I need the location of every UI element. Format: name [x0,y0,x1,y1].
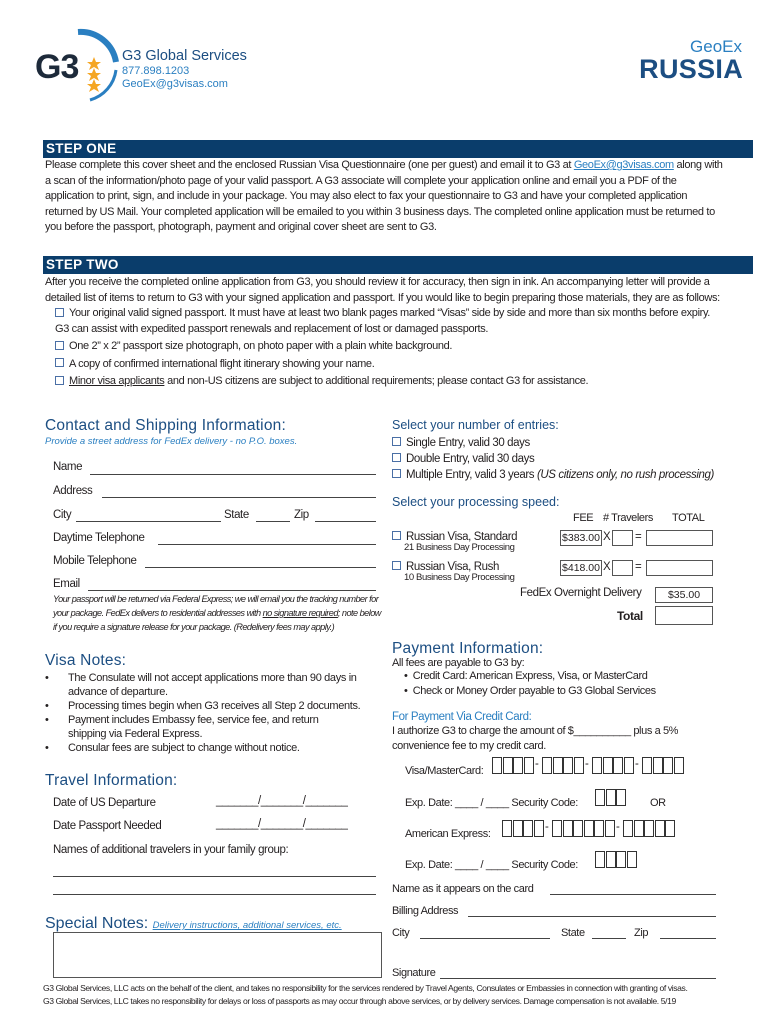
rush-option[interactable]: Russian Visa, Rush [392,561,499,573]
brand-name: GeoEx [690,37,742,56]
billing-state-label: State [561,927,585,939]
digit-box[interactable] [606,789,616,806]
digit-box[interactable] [603,757,613,774]
fedex-label: FedEx Overnight Delivery [520,587,642,599]
standard-option[interactable]: Russian Visa, Standard [392,531,517,543]
special-notes-title: Special Notes: Delivery instructions, additional services, etc. [45,915,342,932]
entries-title: Select your number of entries: [392,418,559,432]
digit-box[interactable] [503,757,513,774]
digit-box[interactable] [523,820,533,837]
digit-box[interactable] [616,789,626,806]
multiple-entry-option[interactable]: Multiple Entry, valid 3 years (US citizens only, no rush processing) [392,469,714,481]
travelers-line-2[interactable] [53,894,376,895]
or-label: OR [650,797,666,809]
billing-address-label: Billing Address [392,905,459,917]
footer-line-1: G3 Global Services, LLC acts on the behalf of the client, and takes no responsibility for the services rendered by Travel Agents, Consulates or Embassies in connection with granting of visas. [43,983,688,993]
zip-label: Zip [294,509,309,521]
visa-notes-title: Visa Notes: [45,652,127,669]
daytime-label: Daytime Telephone [53,532,145,544]
standard-travelers-input[interactable] [612,530,633,546]
digit-box[interactable] [644,820,654,837]
digit-box[interactable] [595,851,605,868]
shipping-note: Your passport will be returned via Federal Express; we will email you the tracking number for your package. FedEx delivers to residential addresses with no signature required; note below if you require a signature release for your package. (Redelivery fees may apply.) [53,594,381,632]
address-field[interactable] [102,497,376,498]
travelers-line-1[interactable] [53,876,376,877]
double-entry-checkbox[interactable] [392,453,401,462]
city-label: City [53,509,72,521]
single-entry-option[interactable]: Single Entry, valid 30 days [392,437,530,449]
digit-box[interactable] [513,757,523,774]
visa-note-4: Consular fees are subject to change without notice. [68,742,300,754]
digit-box[interactable] [534,820,544,837]
email-field[interactable] [88,590,376,591]
digit-box[interactable] [605,820,615,837]
mobile-label: Mobile Telephone [53,555,137,567]
digit-box[interactable] [553,757,563,774]
digit-box[interactable] [594,820,604,837]
digit-box[interactable] [542,757,552,774]
standard-checkbox[interactable] [392,531,401,540]
digit-box[interactable] [573,820,583,837]
travel-title: Travel Information: [45,772,178,789]
address-label: Address [53,485,93,497]
total-input[interactable] [655,606,713,625]
digit-box[interactable] [563,757,573,774]
photo-checkbox[interactable] [55,341,64,350]
digit-box[interactable] [513,820,523,837]
digit-box[interactable] [665,820,675,837]
contact-title: Contact and Shipping Information: [45,417,286,434]
billing-city-field[interactable] [420,938,550,939]
rush-total-input[interactable] [646,560,713,576]
digit-box[interactable] [524,757,534,774]
footer-line-2: G3 Global Services, LLC takes no responsibility for delays or loss of passports as may occur through above services, or by delivery services. Damage compensation is not available. 5/19 [43,996,676,1006]
minor-checkbox[interactable] [55,376,64,385]
signature-field[interactable] [440,978,716,979]
standard-total-input[interactable] [646,530,713,546]
digit-box[interactable] [563,820,573,837]
mobile-field[interactable] [145,567,376,568]
payment-option-check: • Check or Money Order payable to G3 Global Services [404,685,656,697]
rush-travelers-input[interactable] [612,560,633,576]
signature-label: Signature [392,967,436,979]
visa-note-1: The Consulate will not accept applications more than 90 days in advance of departure. [68,672,357,698]
company-name: G3 Global Services [122,48,247,64]
step-one-text: Please complete this cover sheet and the enclosed Russian Visa Questionnaire (one per guest) and email it to G3 at GeoEx@g3visas.com along with a scan of the information/photo page of your valid passport. A G3 associate will complete your application online and email you a PDF of the application to print, sign, and include in your package. You may also elect to fax your questionnaire to G3 and have your completed application returned by US Mail. Your completed application will be emailed to you within 3 business days. The completed online application must be returned to you before the passport, photograph, payment and original cover sheet are sent to G3. [45,159,723,233]
needed-field[interactable]: _______/_______/_______ [216,818,348,830]
country-title: RUSSIA [639,54,743,84]
state-field[interactable] [256,521,290,522]
step-two-bar [43,256,753,274]
billing-address-field[interactable] [468,916,716,917]
digit-box[interactable] [502,820,512,837]
billing-city-label: City [392,927,410,939]
name-on-card-field[interactable] [550,894,716,895]
daytime-field[interactable] [158,544,376,545]
digit-box[interactable] [492,757,502,774]
payment-option-card: • Credit Card: American Express, Visa, or MasterCard [404,670,648,682]
zip-field[interactable] [315,521,376,522]
company-email[interactable]: GeoEx@g3visas.com [122,78,228,90]
single-entry-checkbox[interactable] [392,437,401,446]
email-label: Email [53,578,80,590]
visa-note-3: Payment includes Embassy fee, service fee, and return shipping via Federal Express. [68,714,319,740]
separator-dash: - [616,821,620,833]
digit-box[interactable] [627,851,637,868]
itinerary-checkbox[interactable] [55,358,64,367]
city-field[interactable] [76,521,221,522]
special-notes-hint: Delivery instructions, additional services, etc. [152,920,342,931]
digit-box[interactable] [606,851,616,868]
digit-box[interactable] [552,820,562,837]
digit-box[interactable] [623,820,633,837]
separator-dash: - [535,758,539,770]
visa-mc-exp: Exp. Date: ____ / ____ Security Code: [405,797,578,809]
double-entry-option[interactable]: Double Entry, valid 30 days [392,453,534,465]
separator-dash: - [585,758,589,770]
fee-column-header: FEE [573,512,594,524]
separator-dash: - [635,758,639,770]
cc-title: For Payment Via Credit Card: [392,711,532,723]
visa-note-2: Processing times begin when G3 receives all Step 2 documents. [68,700,361,712]
name-on-card-label: Name as it appears on the card [392,883,534,895]
amex-label: American Express: [405,828,491,840]
visa-mc-label: Visa/MasterCard: [405,765,484,777]
billing-zip-label: Zip [634,927,649,939]
logo-text: G3 [35,48,79,86]
rush-checkbox[interactable] [392,561,401,570]
payment-title: Payment Information: [392,640,544,657]
digit-box[interactable] [613,757,623,774]
digit-box[interactable] [574,757,584,774]
digit-box[interactable] [663,757,673,774]
speed-title: Select your processing speed: [392,495,560,509]
billing-zip-field[interactable] [660,938,716,939]
step-one-email-link[interactable]: GeoEx@g3visas.com [573,159,674,171]
cc-authorize-line-1: I authorize G3 to charge the amount of $__________ plus a 5% [392,725,679,737]
digit-box[interactable] [653,757,663,774]
cc-authorize-line-2: convenience fee to my credit card. [392,740,546,752]
step-one-bar [43,140,753,158]
separator-dash: - [545,821,549,833]
company-phone: 877.898.1203 [122,65,190,77]
amex-exp: Exp. Date: ____ / ____ Security Code: [405,859,578,871]
departure-field[interactable]: _______/_______/_______ [216,795,348,807]
departure-label: Date of US Departure [53,797,156,809]
rush-fee: $418.00 [560,560,602,576]
state-label: State [224,509,249,521]
standard-fee: $383.00 [560,530,602,546]
passport-checkbox[interactable] [55,308,64,317]
step-one-title: STEP ONE [46,141,117,156]
digit-box[interactable] [592,757,602,774]
step-two-title: STEP TWO [46,257,119,272]
digit-box[interactable] [655,820,665,837]
digit-box[interactable] [584,820,594,837]
standard-subtext: 21 Business Day Processing [404,542,515,553]
multiple-entry-checkbox[interactable] [392,469,401,478]
travelers-label: Names of additional travelers in your family group: [53,844,289,856]
contact-subtitle: Provide a street address for FedEx delivery - no P.O. boxes. [45,436,298,447]
total-column-header: TOTAL [672,512,705,524]
billing-state-field[interactable] [592,938,626,939]
special-notes-box[interactable] [53,932,382,978]
digit-box[interactable] [642,757,652,774]
rush-subtext: 10 Business Day Processing [404,572,515,583]
name-field[interactable] [90,474,376,475]
name-label: Name [53,461,83,473]
digit-box[interactable] [595,789,605,806]
payment-intro: All fees are payable to G3 by: [392,657,525,669]
total-label: Total [617,609,643,623]
digit-box[interactable] [616,851,626,868]
needed-label: Date Passport Needed [53,820,162,832]
fedex-fee: $35.00 [655,587,713,603]
digit-box[interactable] [634,820,644,837]
digit-box[interactable] [624,757,634,774]
digit-box[interactable] [674,757,684,774]
step-two-text: After you receive the completed online application from G3, you should review it for accuracy, then sign in ink. An accompanying letter will provide a detailed list of items to return to G3 with your signed application and passport. If you would like to begin preparing those materials, they are as follows: Your original valid signed passport. It must have at least two blank pages marked “Visas” side by side and more than six months before expiry. G3 can assist with expedited passport renewals and replacement of lost or damaged passports. One 2” x 2” passport size photograph, on photo paper with a plain white background. A copy of confirmed international flight itinerary showing your name. Minor visa applicants and non-US citizens are subject to additional requirements; please contact G3 for assistance. [45,276,720,387]
travelers-column-header: # Travelers [603,512,654,524]
